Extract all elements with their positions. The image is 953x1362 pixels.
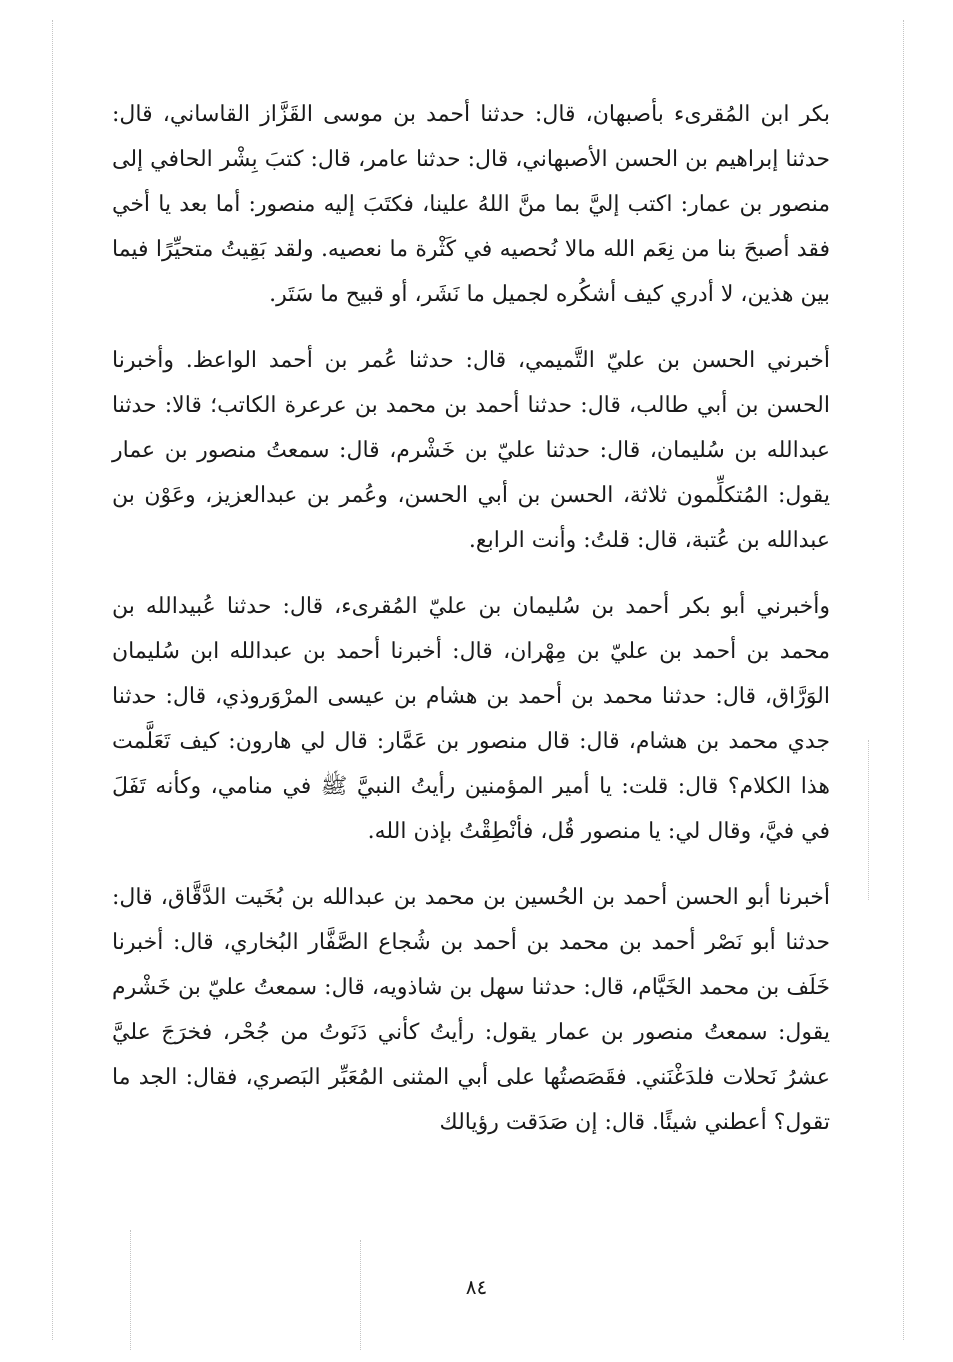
paragraph-3: وأخبرني أبو بكر أحمد بن سُليمان بن عليّ المُقرىء، قال: حدثنا عُبيدالله بن محمد بن أحمد بن عليّ بن مِهْران، قال: أخبرنا أحمد بن عبدالله ابن سُليمان الوَرَّاق، قال: حدثنا محمد بن أحمد بن هشام بن عيسى المرْوَروذي، قال: حدثنا جدي محمد بن هشام، قال: قال منصور بن عَمَّار: قال لي هارون: كيف تَعَلَّمت هذا الكلام؟ قال: قلت: يا أمير المؤمنين رأيتُ النبيَّ ﷺ في منامي، وكأنه تَفَلَ في فيَّ، وقال لي: يا منصور قُل، فأنْطِقْتُ بإذن الله. [112,594,830,844]
page-number: ٨٤ [465,1275,488,1299]
scan-artifact-line [52,20,53,1340]
scan-artifact-line [903,20,904,1340]
paragraph-1: بكر ابن المُقرىء بأصبهان، قال: حدثنا أحمد بن موسى القَزَّاز القاساني، قال: حدثنا إبراهيم بن الحسن الأصبهاني، قال: حدثنا عامر، قال: كتبَ بِشْر الحافي إلى منصور بن عمار: اكتب إليَّ بما منَّ اللهُ علينا، فكتَبَ إليه منصور: أما بعد يا أخي فقد أصبحَ بنا من نِعَم الله مالا نُحصيه في كَثْرة ما نعصيه. ولقد بَقِيتُ متحيِّرًا فيما بين هذين، لا أدري كيف أشكُره لجميل ما نَشَر، أو قبيح ما سَتَر. [112,102,830,307]
body-text [112,92,830,1145]
paragraph-4: أخبرنا أبو الحسن أحمد بن الحُسين بن محمد بن عبدالله بن بُخَيت الدَّقَّاق، قال: حدثنا أبو نَصْر أحمد بن محمد بن أحمد بن شُجاع الصَّفَّار البُخاري، قال: أخبرنا خَلَف بن محمد الخَيَّام، قال: حدثنا سهل بن شاذويه، قال: سمعتُ عليّ بن خَشْرم يقول: سمعتُ منصور بن عمار يقول: رأيتُ كأني دَنَوتُ من جُحْر، فخرَجَ عليَّ عشرُ نَحلات فلدَغْنَني. فقَصَصتُها على أبي المثنى المُعَبِّر البَصري، فقال: الجد ما تقول؟ أعطني شيئًا. قال: إن صَدَقت رؤيالك [112,885,830,1135]
scan-artifact-line [868,740,869,900]
paragraph-2: أخبرني الحسن بن عليّ التَّميمي، قال: حدثنا عُمر بن أحمد الواعظ. وأخبرنا الحسن بن أبي طالب، قال: حدثنا أحمد بن محمد بن عرعرة الكاتب؛ قالا: حدثنا عبدالله بن سُليمان، قال: حدثنا عليّ بن خَشْرم، قال: سمعتُ منصور بن عمار يقول: المُتكلِّمون ثلاثة، الحسن بن أبي الحسن، وعُمر بن عبدالعزيز، وعَوْن بن عبدالله بن عُتبة، قال: قلتُ: وأنت الرابع. [112,348,830,553]
